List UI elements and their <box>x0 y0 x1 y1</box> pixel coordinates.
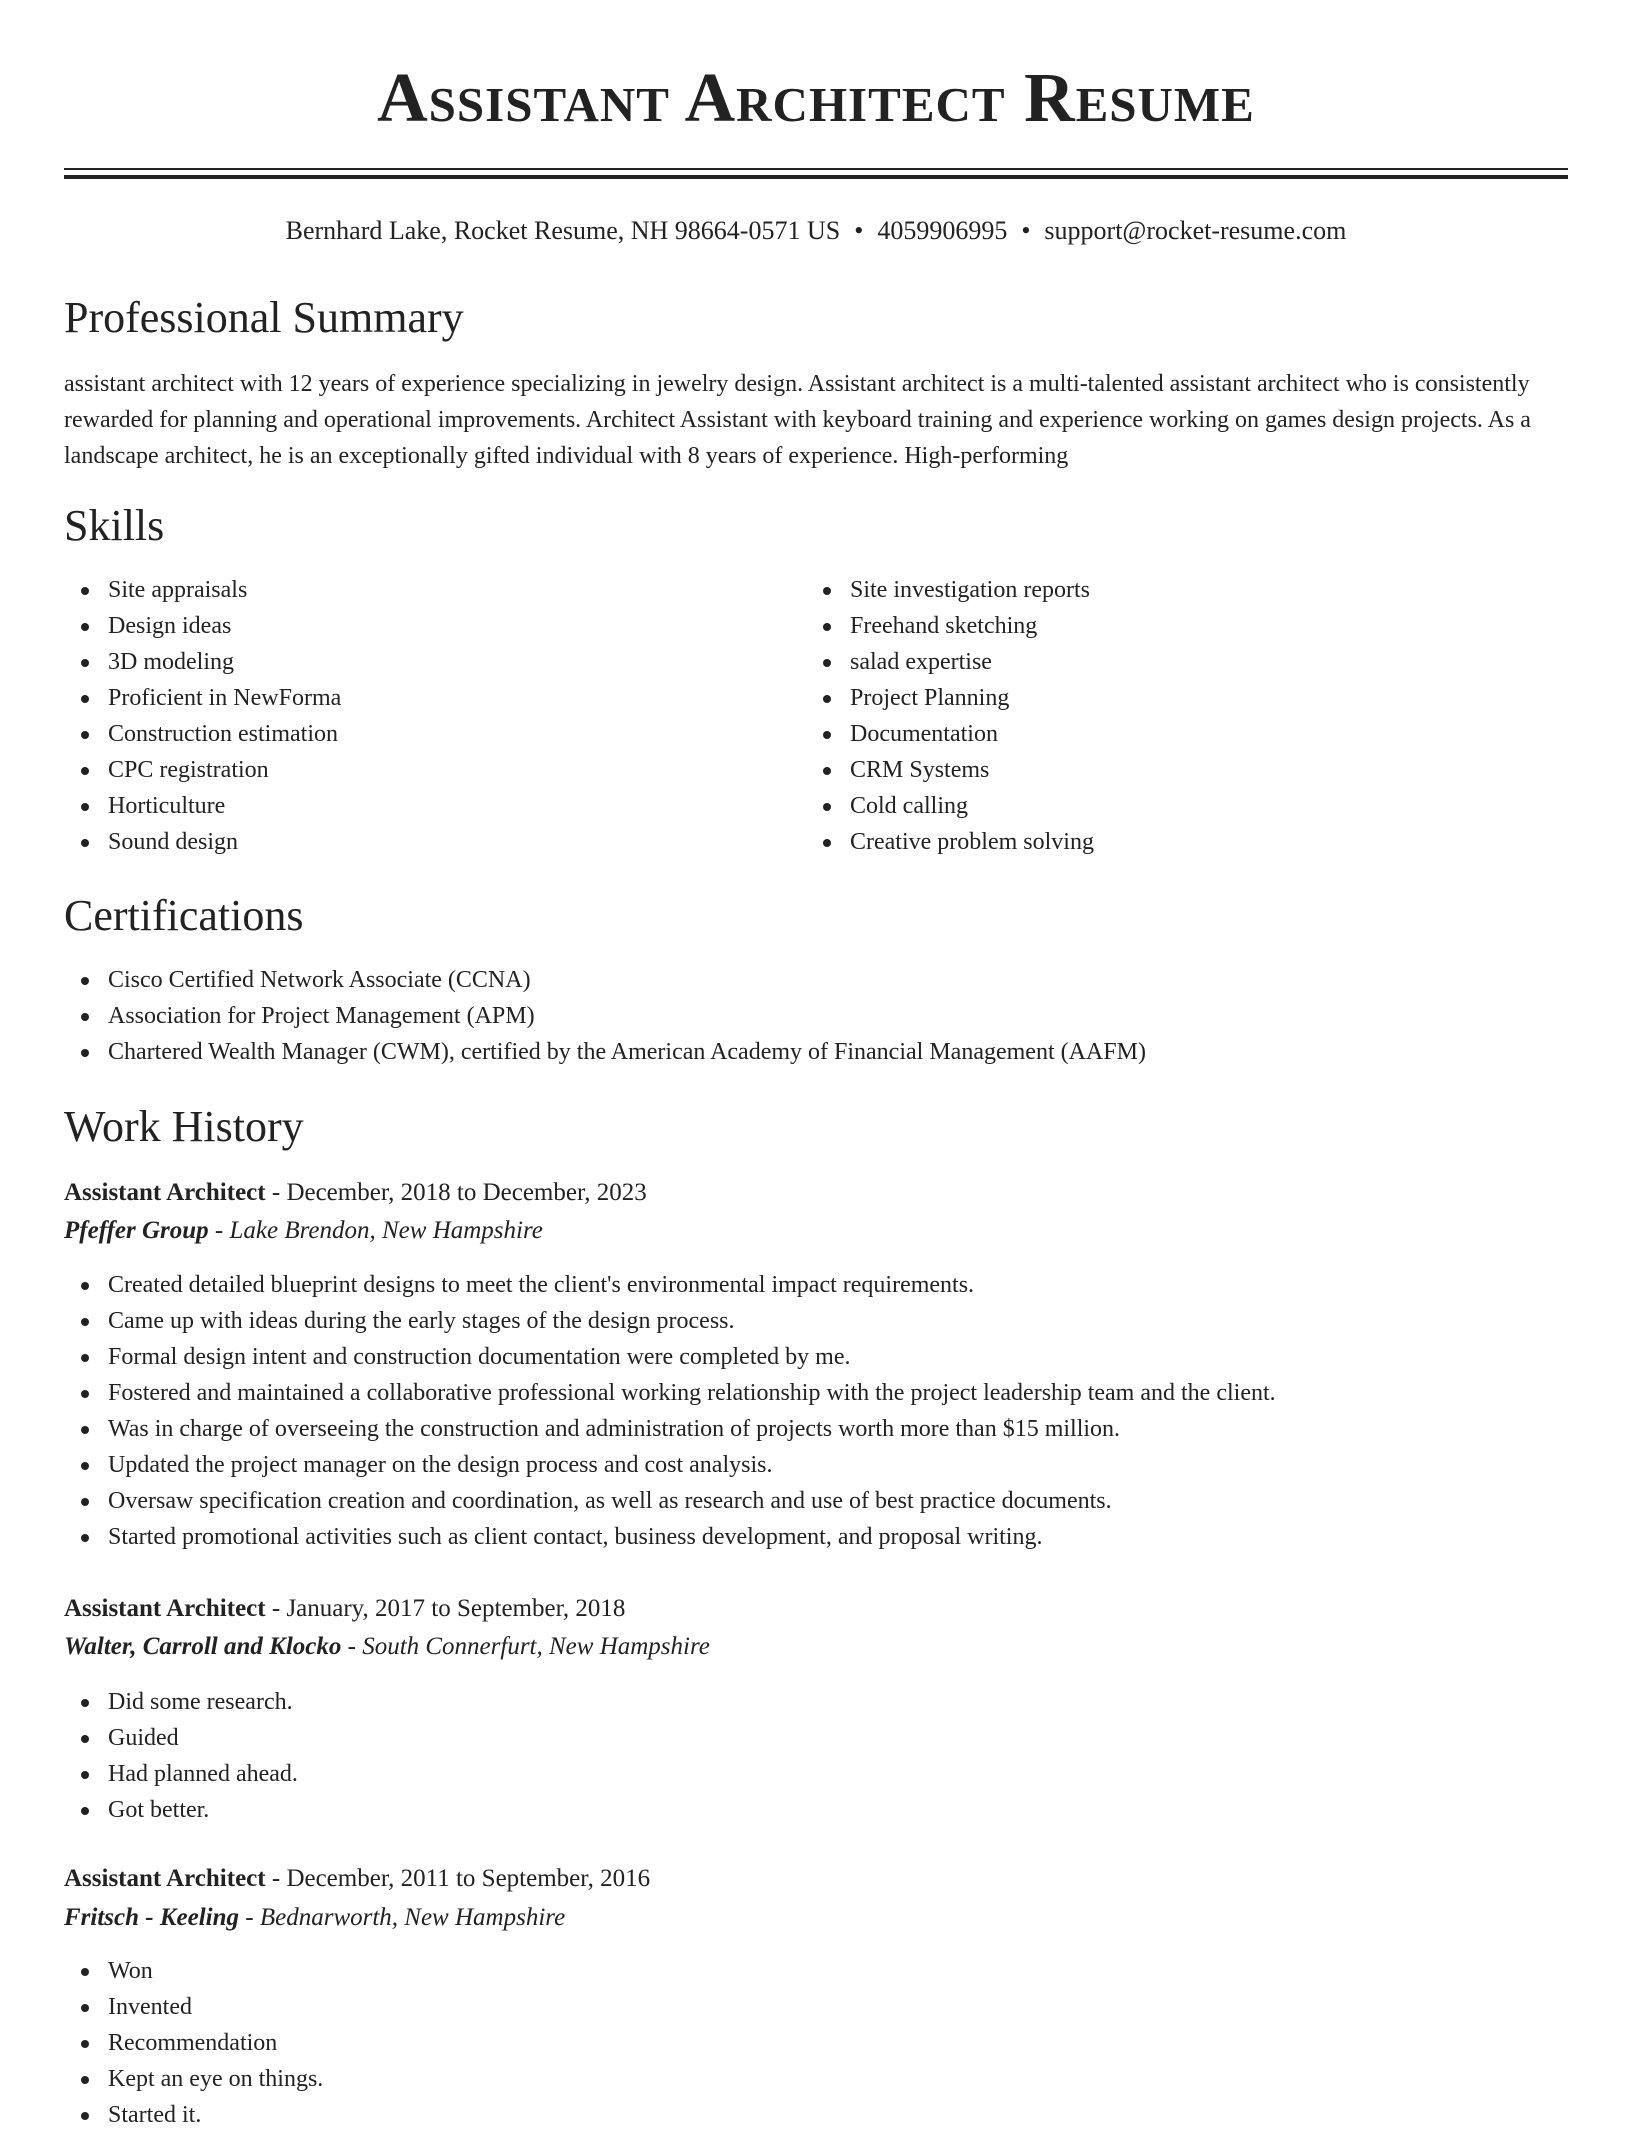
job-duty: Came up with ideas during the early stages of the design process. <box>64 1303 1568 1339</box>
job-employer <box>64 1629 710 1665</box>
job-location: South Connerfurt, New Hampshire <box>362 1633 710 1660</box>
skill-item: Design ideas <box>64 608 804 644</box>
skill-item: Creative problem solving <box>806 824 1546 860</box>
job-duty: Started it. <box>64 2097 1568 2133</box>
job-dates: December, 2018 to December, 2023 <box>286 1179 647 1206</box>
job-employer <box>64 1213 543 1249</box>
contact-address: Bernhard Lake, Rocket Resume, NH 98664-0571 US <box>285 216 841 245</box>
certification-item: Association for Project Management (APM) <box>64 998 1568 1034</box>
job-location: Lake Brendon, New Hampshire <box>229 1217 543 1244</box>
work-history-heading: Work History <box>64 1102 304 1151</box>
job-header <box>64 1591 625 1627</box>
job-header <box>64 1175 647 1211</box>
contact-phone: 4059906995 <box>877 216 1008 245</box>
job-dash: - <box>347 1633 356 1660</box>
skill-item: Construction estimation <box>64 716 804 752</box>
job-duty: Recommendation <box>64 2025 1568 2061</box>
job-duty: Formal design intent and construction documentation were completed by me. <box>64 1339 1568 1375</box>
skill-item: Site investigation reports <box>806 572 1546 608</box>
job-duty: Was in charge of overseeing the construction and administration of projects worth more than $15 million. <box>64 1411 1568 1447</box>
job-header <box>64 1861 650 1897</box>
job-duty: Updated the project manager on the design process and cost analysis. <box>64 1447 1568 1483</box>
skills-list-right <box>806 572 1546 860</box>
job-dash: - <box>271 1865 281 1892</box>
summary-text: assistant architect with 12 years of experience specializing in jewelry design. Assistant architect is a multi-talented assistant architect who is consistently rewarded for planning and operational improvements. Architect Assistant with keyboard training and experience working on games design projects. As a landscape architect, he is an exceptionally gifted individual with 8 years of experience. High-performing <box>64 371 1531 469</box>
skill-item: 3D modeling <box>64 644 804 680</box>
job-duties-list <box>64 1267 1568 1555</box>
certification-item: Cisco Certified Network Associate (CCNA) <box>64 962 1568 998</box>
job-dash: - <box>245 1904 254 1931</box>
job-company: Pfeffer Group <box>64 1217 209 1244</box>
certification-item: Chartered Wealth Manager (CWM), certified by the American Academy of Financial Management (AAFM) <box>64 1034 1568 1070</box>
job-duties-list <box>64 1684 1568 1828</box>
job-duty: Did some research. <box>64 1684 1568 1720</box>
job-company: Walter, Carroll and Klocko <box>64 1633 342 1660</box>
job-duty: Kept an eye on things. <box>64 2061 1568 2097</box>
job-employer <box>64 1900 565 1936</box>
job-role: Assistant Architect <box>64 1179 266 1206</box>
contact-separator: • <box>1021 216 1031 245</box>
skill-item: Proficient in NewForma <box>64 680 804 716</box>
skill-item: Cold calling <box>806 788 1546 824</box>
skills-list-left <box>64 572 804 860</box>
contact-line <box>64 214 1568 248</box>
job-duty: Fostered and maintained a collaborative professional working relationship with the project leadership team and the client. <box>64 1375 1568 1411</box>
job-duty: Got better. <box>64 1792 1568 1828</box>
contact-email: support@rocket-resume.com <box>1044 216 1347 245</box>
skill-item: CPC registration <box>64 752 804 788</box>
job-duty: Won <box>64 1953 1568 1989</box>
skill-item: Freehand sketching <box>806 608 1546 644</box>
job-location: Bednarworth, New Hampshire <box>259 1904 566 1931</box>
skills-heading: Skills <box>64 501 165 550</box>
job-duty: Started promotional activities such as client contact, business development, and proposal writing. <box>64 1519 1568 1555</box>
skill-item: salad expertise <box>806 644 1546 680</box>
skill-item: Project Planning <box>806 680 1546 716</box>
certifications-list <box>64 962 1568 1070</box>
job-duty: Guided <box>64 1720 1568 1756</box>
skill-item: CRM Systems <box>806 752 1546 788</box>
title-rule-thin <box>64 168 1568 170</box>
skill-item: Site appraisals <box>64 572 804 608</box>
title-rule-thick <box>64 175 1568 179</box>
job-role: Assistant Architect <box>64 1865 266 1892</box>
skill-item: Horticulture <box>64 788 804 824</box>
job-duties-list <box>64 1953 1568 2133</box>
job-duty: Created detailed blueprint designs to meet the client's environmental impact requirements. <box>64 1267 1568 1303</box>
job-company: Fritsch - Keeling <box>64 1904 240 1931</box>
job-dates: December, 2011 to September, 2016 <box>286 1865 651 1892</box>
resume-page <box>64 0 1568 2128</box>
job-dash: - <box>271 1595 281 1622</box>
resume-title: Assistant Architect Resume <box>377 60 1255 137</box>
job-duty: Had planned ahead. <box>64 1756 1568 1792</box>
skill-item: Sound design <box>64 824 804 860</box>
job-dash: - <box>271 1179 281 1206</box>
job-role: Assistant Architect <box>64 1595 266 1622</box>
contact-separator: • <box>854 216 864 245</box>
skill-item: Documentation <box>806 716 1546 752</box>
job-duty: Oversaw specification creation and coordination, as well as research and use of best practice documents. <box>64 1483 1568 1519</box>
job-dash: - <box>214 1217 224 1244</box>
certifications-heading: Certifications <box>64 891 304 940</box>
job-dates: January, 2017 to September, 2018 <box>286 1595 626 1622</box>
summary-heading: Professional Summary <box>64 293 464 342</box>
job-duty: Invented <box>64 1989 1568 2025</box>
